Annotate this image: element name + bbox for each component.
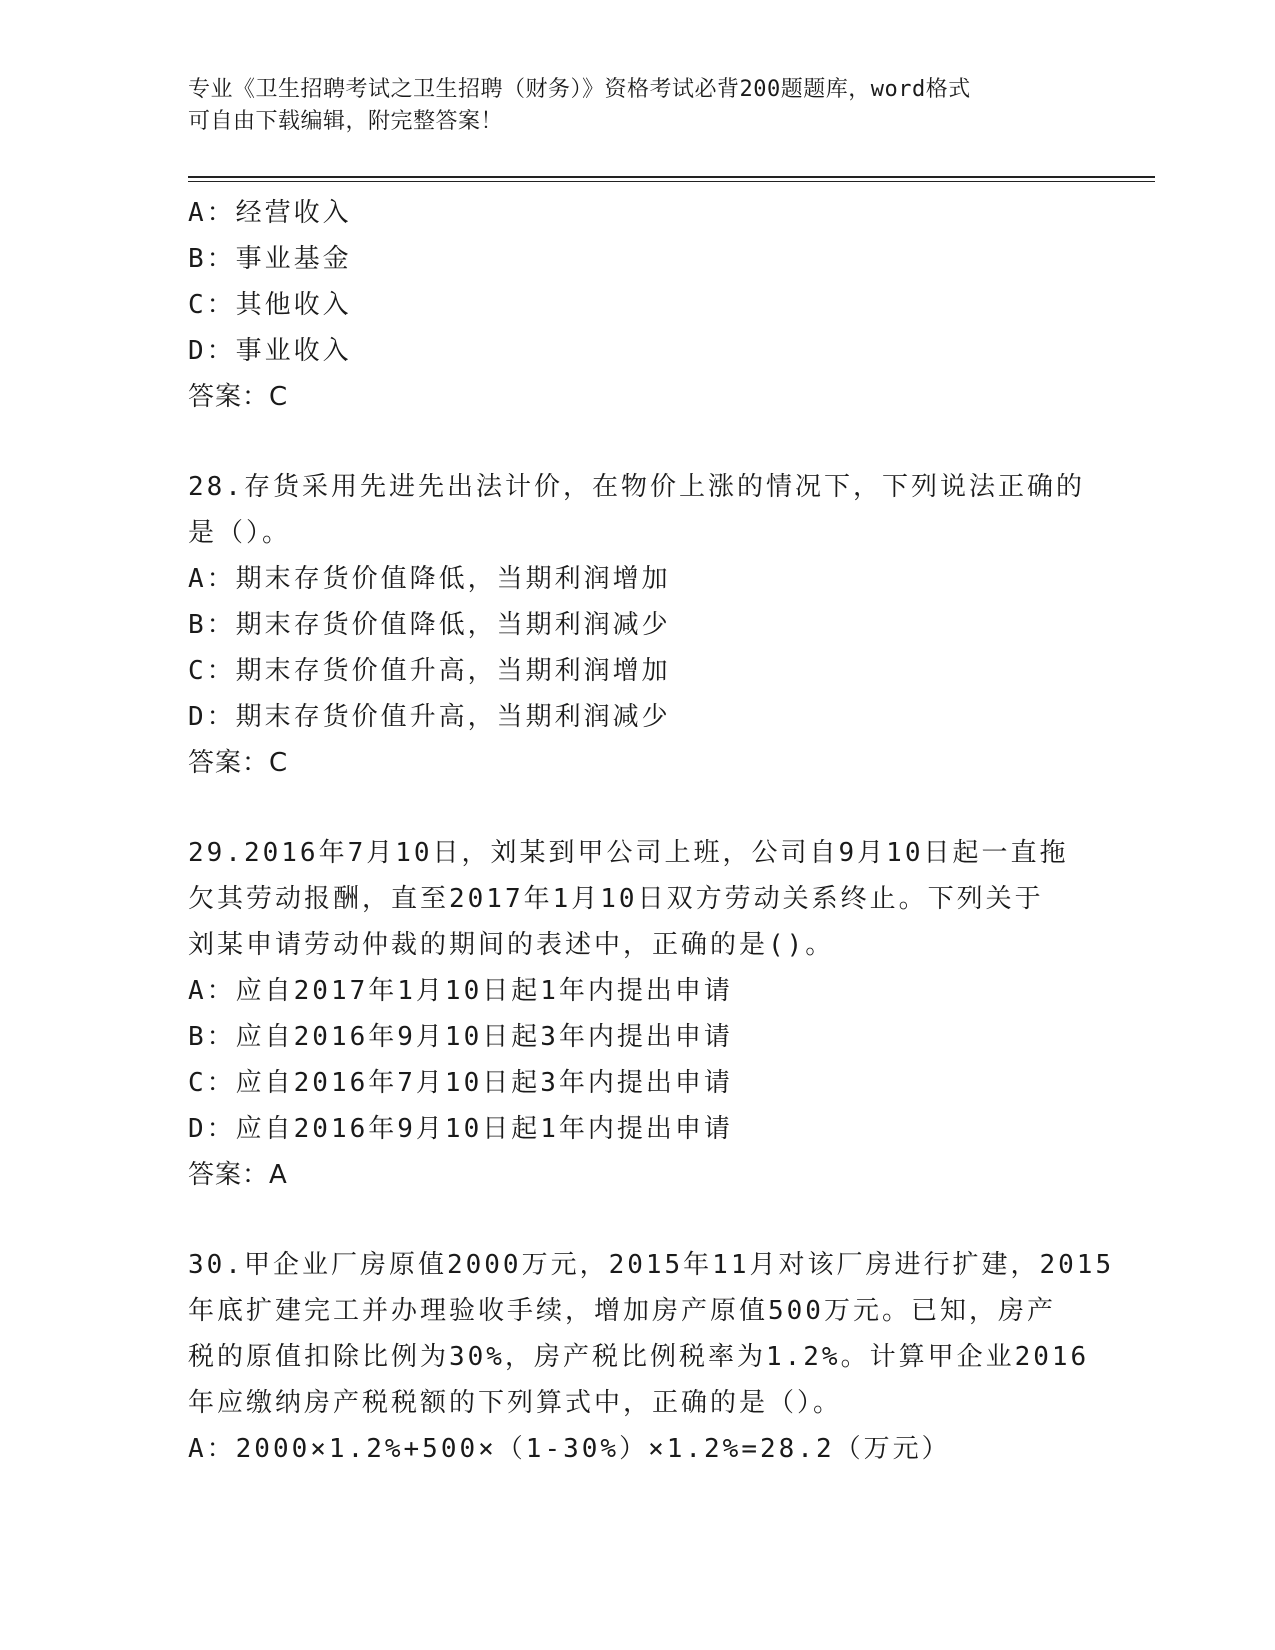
option-b: B：期末存货价值降低，当期利润减少 xyxy=(188,610,671,640)
answer-text: 答案：C xyxy=(188,382,289,412)
option-d: D：期末存货价值升高，当期利润减少 xyxy=(188,702,671,732)
question-text-line: 29.2016年7月10日，刘某到甲公司上班，公司自9月10日起一直拖 xyxy=(188,838,1069,868)
option-b: B：应自2016年9月10日起3年内提出申请 xyxy=(188,1022,733,1052)
option-a: A：应自2017年1月10日起1年内提出申请 xyxy=(188,976,733,1006)
question-text-line: 欠其劳动报酬，直至2017年1月10日双方劳动关系终止。下列关于 xyxy=(188,884,1044,914)
question-text-line: 是（）。 xyxy=(188,518,292,548)
question-text-line: 28.存货采用先进先出法计价，在物价上涨的情况下，下列说法正确的 xyxy=(188,472,1085,502)
question-text-line: 年底扩建完工并办理验收手续，增加房产原值500万元。已知，房产 xyxy=(188,1296,1056,1326)
question-30-block xyxy=(188,1242,1115,1472)
header-title-line-1: 专业《卫生招聘考试之卫生招聘（财务）》资格考试必背200题题库，word格式 xyxy=(188,77,971,102)
option-a: A：经营收入 xyxy=(188,198,352,228)
option-a: A：2000×1.2%+500×（1-30%）×1.2%=28.2（万元） xyxy=(188,1434,951,1464)
header-divider-thin xyxy=(188,181,1155,182)
question-text-line: 刘某申请劳动仲裁的期间的表述中，正确的是()。 xyxy=(188,930,835,960)
header-divider xyxy=(188,176,1155,178)
option-c: C：期末存货价值升高，当期利润增加 xyxy=(188,656,671,686)
option-c: C：应自2016年7月10日起3年内提出申请 xyxy=(188,1068,733,1098)
question-spacer xyxy=(188,786,1088,830)
question-list xyxy=(188,190,1115,1472)
header-title-line-2: 可自由下载编辑，附完整答案！ xyxy=(188,109,504,134)
question-28-block xyxy=(188,464,1088,786)
option-b: B：事业基金 xyxy=(188,244,352,274)
question-text-line: 税的原值扣除比例为30%，房产税比例税率为1.2%。计算甲企业2016 xyxy=(188,1342,1090,1372)
option-d: D：事业收入 xyxy=(188,336,352,366)
question-spacer xyxy=(188,420,1088,464)
option-a: A：期末存货价值降低，当期利润增加 xyxy=(188,564,671,594)
page-header xyxy=(188,74,1088,138)
question-text-line: 年应缴纳房产税税额的下列算式中，正确的是（）。 xyxy=(188,1388,843,1418)
option-d: D：应自2016年9月10日起1年内提出申请 xyxy=(188,1114,733,1144)
question-text-line: 30.甲企业厂房原值2000万元，2015年11月对该厂房进行扩建，2015 xyxy=(188,1250,1115,1280)
option-c: C：其他收入 xyxy=(188,290,352,320)
answer-text: 答案：C xyxy=(188,748,289,778)
question-29-block xyxy=(188,830,1088,1198)
question-spacer xyxy=(188,1198,1088,1242)
answer-text: 答案：A xyxy=(188,1160,288,1190)
question-27-block xyxy=(188,190,1088,420)
